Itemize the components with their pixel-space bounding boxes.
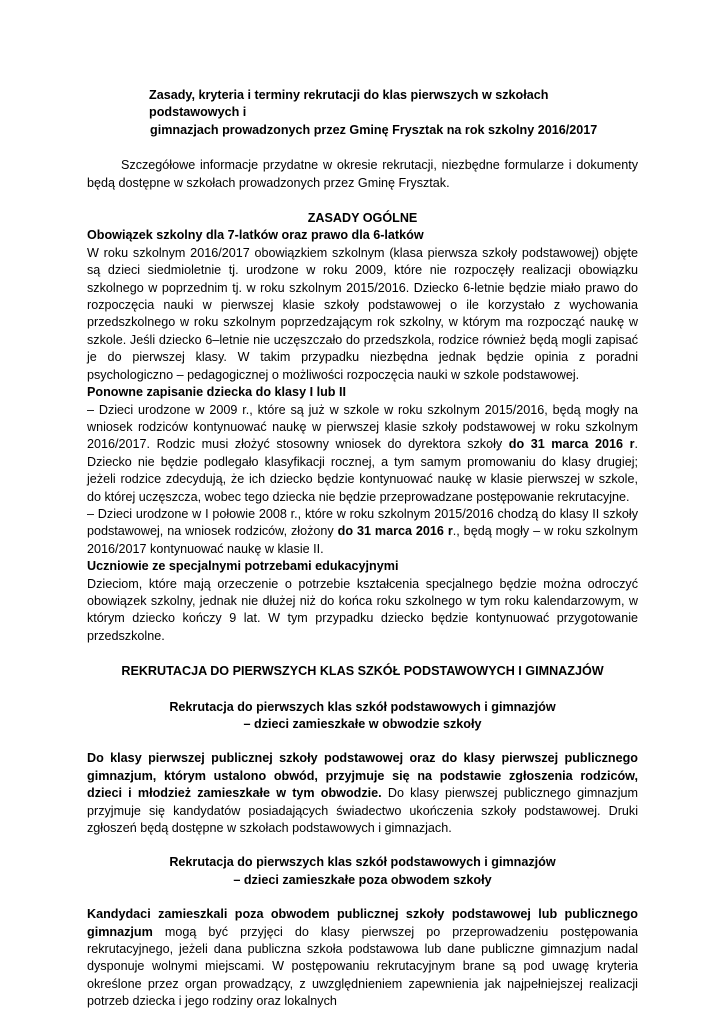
document-content (87, 87, 638, 1011)
subheading-line: Rekrutacja do pierwszych klas szkół podstawowych i gimnazjów (169, 855, 556, 870)
title-line-2: gimnazjach prowadzonych przez Gminę Frysztak na rok szkolny 2016/2017 (150, 122, 598, 137)
intro-paragraph: Szczegółowe informacje przydatne w okresie rekrutacji, niezbędne formularze i dokumenty będą dostępne w szkołach prowadzonych przez Gminę Frysztak. (87, 158, 638, 190)
deadline-text: do 31 marca 2016 r (337, 524, 453, 539)
section-heading-ponowne: Ponowne zapisanie dziecka do klasy I lub II (87, 385, 346, 400)
deadline-text: do 31 marca 2016 r (508, 437, 635, 452)
bold-lead: Do klasy pierwszej publicznej szkoły podstawowej oraz do klasy pierwszej publicznego gimnazjum, którym ustalono obwód, przyjmuje się na podstawie zgłoszenia rodziców, dzieci i młodzież zamieszkałe w tym obwodzie. (87, 751, 638, 801)
subheading-line: – dzieci zamieszkałe w obwodzie szkoły (243, 717, 482, 731)
text-run: Do klasy pierwszej publicznego gimnazjum przyjmuje się kandydatów posiadających świadectwo ukończenia szkoły podstawowej. Druki zgłoszeń będą dostępne w szkołach podstawowych i gimnazjach. (87, 786, 638, 836)
zasady-heading: ZASADY OGÓLNE (307, 211, 418, 226)
section-text-ponowne-2 (87, 506, 638, 558)
section-heading-obowiazek: Obowiązek szkolny dla 7-latków oraz prawo dla 6-latków (87, 228, 424, 243)
section-heading-specjalne: Uczniowie ze specjalnymi potrzebami edukacyjnymi (87, 559, 399, 574)
bold-lead: Kandydaci zamieszkali poza obwodem publicznej szkoły podstawowej lub publicznego gimnazjum (87, 907, 638, 939)
rekrutacja-heading: REKRUTACJA DO PIERWSZYCH KLAS SZKÓŁ PODSTAWOWYCH I GIMNAZJÓW (121, 664, 604, 679)
text-run: – Dzieci urodzone w I połowie 2008 r., które w roku szkolnym 2015/2016 chodzą do klasy II szkoły podstawowej, na wniosek rodziców, złożony (87, 506, 638, 539)
text-run: ., będą mogły – w roku szkolnym 2016/2017 kontynuować naukę w klasie II. (87, 524, 638, 556)
subheading-poza-obwodem (87, 854, 638, 889)
text-run: . Dziecko nie będzie podlegało klasyfikacji rocznej, a tym samym promowaniu do klasy drugiej; jeżeli rodzice zdecydują, że ich dziecko będzie kontynuować naukę w klasie pierwszej w szkole, do której uczęszcza, wobec tego dziecka nie będzie przeprowadzane postępowanie rekrutacyjne. (87, 437, 638, 504)
subheading-line: Rekrutacja do pierwszych klas szkół podstawowych i gimnazjów (169, 699, 556, 714)
section-text-ponowne-1 (87, 402, 638, 506)
section-text-obowiazek: W roku szkolnym 2016/2017 obowiązkiem szkolnym (klasa pierwsza szkoły podstawowej) objęte są dzieci siedmioletnie tj. urodzone w roku 2009, które nie rozpoczęły realizacji obowiązku szkolnego w poprzednim tj. w roku szkolnym 2015/2016. Dziecko 6-letnie będzie miało prawo do rozpoczęcia nauki w pierwszej klasie szkoły podstawowej o ile korzystało z wychowania przedszkolnego w roku szkolnym poprzedzającym rok szkolny, w którym ma rozpocząć naukę w szkole. Jeśli dziecko 6–letnie nie uczęszczało do przedszkola, rodzice również będą mogli zapisać je do pierwszej klasy. W takim przypadku niezbędna jednak będzie opinia z poradni psychologiczno – pedagogicznej o możliwości rozpoczęcia nauki w szkole podstawowej. (87, 245, 638, 382)
text-run: – Dzieci urodzone w 2009 r., które są już w szkole w roku szkolnym 2015/2016, będą mogły na wniosek rodziców kontynuować naukę w pierwszej klasie szkoły podstawowej w roku szkolnym 2016/2017. Rodzic musi złożyć stosowny wniosek do dyrektora szkoły (87, 402, 638, 452)
subheading-line: – dzieci zamieszkałe poza obwodem szkoły (233, 872, 492, 887)
section-text-specjalne: Dzieciom, które mają orzeczenie o potrzebie kształcenia specjalnego będzie można odroczyć obowiązek szkolny, jednak nie dłużej niż do końca roku szkolnego w tym roku kalendarzowym, w którym dziecko kończy 9 lat. W tym przypadku dziecko będzie kontynuować przygotowanie przedszkolne. (87, 576, 638, 643)
document-title (87, 87, 638, 139)
paragraph-w-obwodzie (87, 750, 638, 837)
subheading-w-obwodzie (87, 699, 638, 734)
paragraph-poza-obwodem (87, 906, 638, 1010)
title-line-1: Zasady, kryteria i terminy rekrutacji do klas pierwszych w szkołach podstawowych i (149, 88, 549, 120)
text-run: mogą być przyjęci do klasy pierwszej po przeprowadzeniu postępowania rekrutacyjnego, jeżeli dana publiczna szkoła podstawowa lub dane publiczne gimnazjum nadal dysponuje wolnymi miejscami. W postępowaniu rekrutacyjnym brane są pod uwagę kryteria określone przez organ prowadzący, z uwzględnieniem zapewnienia jak najpełniejszej realizacji potrzeb dziecka i jego rodziny oraz lokalnych (87, 924, 638, 1009)
